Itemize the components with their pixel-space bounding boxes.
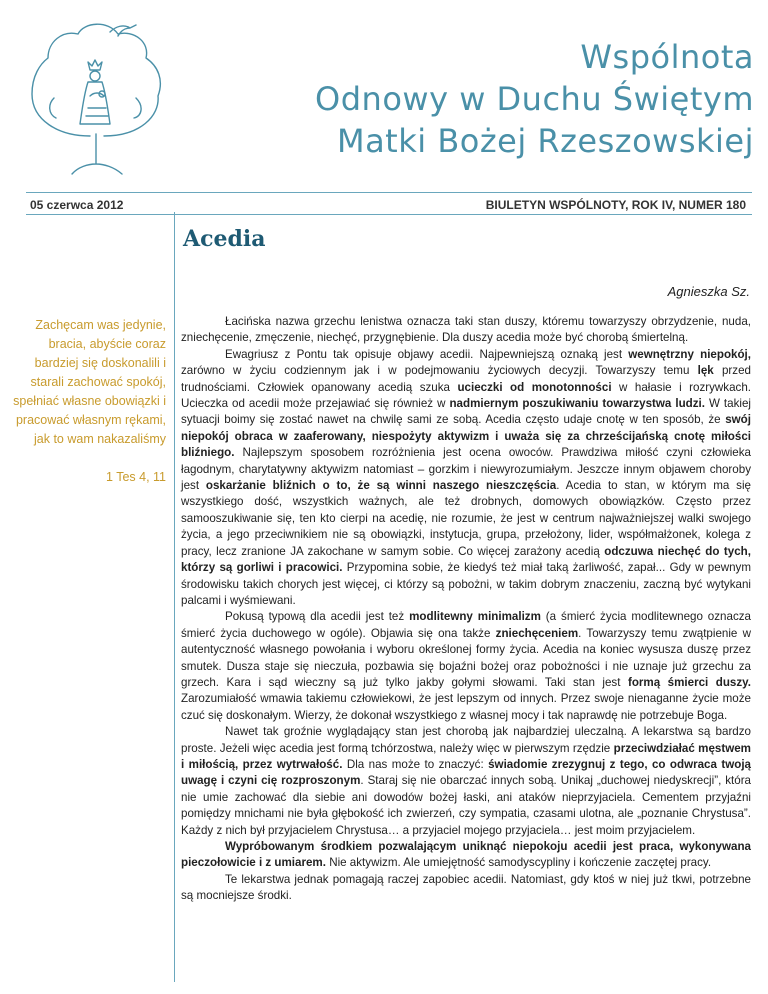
text-run: Zarozumiałość wmawia takiemu człowiekowi, że jest lepszym od innych. Przez swoje nienaganne życie może czuć się doskonałym. Wierzy, że dokonał wszystkiego z własnej mocy i tak naprawdę nie potrzebuje Boga. [181,692,751,722]
bold-phrase: modlitewny minimalizm [409,610,541,624]
quote-reference: 1 Tes 4, 11 [106,470,166,484]
text-run: . Acedia to stan, w którym ma się wszystkiego dość, wszystkich ważnych, ale też drobnych, domowych obowiązków. Często przez samooszukiwanie się, ten kto cierpi na acedię, nie rozumie, że jest w centrum najważniejszej walki swojego życia, a jego przeciwnikiem nie są obowiązki, instytucja, grupa, przełożony, lider, współmałżonek, kolega z pracy, lecz zranione JA zakochane w samym sobie. Co więcej zarażony acedią [181,479,751,558]
bold-phrase: świadomie zrezygnuj z tego, co odwraca twoją uwagę i czyni cię rozproszonym [181,757,751,788]
text-run: W takiej sytuacji boimy się zostać nawet na chwilę sami ze sobą. Acedia często udaje cnotę w ten sposób, że [181,397,751,427]
bold-phrase: ucieczki od monotonności [457,380,612,394]
text-run: zarówno w życiu codziennym jak i w podejmowaniu życiowych decyzji. Towarzyszy temu [181,364,698,378]
masthead-line-3: Matki Bożej Rzeszowskiej [336,122,754,160]
text-run: . Towarzyszy temu zwątpienie w autentyczność własnego powołania i wyboru określonej formy życia. Acedia na koniec wysusza duszę przez smutek. Dusza staje się nieczuła, pozbawia się bojaźni bożej oraz pobożności i nie uznaje już grzechu za grzech. Kara i sąd wieczny są już tylko jakby gołymi słowami. Taki stan jest [181,626,751,689]
article-paragraph [181,609,751,724]
sidebar-quote [8,316,166,487]
header-bottom-rule [26,214,752,215]
tree-madonna-logo-icon [18,14,174,184]
bold-phrase: lęk [697,364,714,378]
article-paragraph [181,347,751,610]
article-paragraph [181,872,751,905]
text-run: przed trudnościami. Człowiek opanowany acedią szuka [181,364,751,394]
text-run: Najlepszym sposobem rozróżnienia jest ocena owoców. Prawdziwa miłość czyni człowieka łagodnym, charytatywny aktywizm natomiast – gorzkim i niewyrozumiałym. Jeszcze innym objawem choroby jest [181,446,751,493]
bold-phrase: zniechęceniem [495,626,579,640]
text-run: Te lekarstwa jednak pomagają raczej zapobiec acedii. Natomiast, gdy ktoś w niej już tkwi, potrzebne są mocniejsze środki. [181,872,751,903]
article-body [181,314,751,905]
article-paragraph [181,839,751,872]
text-run: Dla nas może to znaczyć: [342,757,489,771]
bold-phrase: wewnętrzny niepokój, [628,347,751,361]
text-run: Pokusą typową dla acedii jest też [225,610,410,624]
masthead-line-2: Odnowy w Duchu Świętym [315,80,754,118]
text-run: Nawet tak groźnie wyglądający stan jest chorobą jak najbardziej uleczalną. A lekarstwa są bardzo proste. Jeżeli więc acedia jest formą tchórzostwa, należy więc w pierwszym rzędzie [181,725,751,755]
issue-number: BIULETYN WSPÓLNOTY, ROK IV, NUMER 180 [485,198,746,212]
masthead [180,36,754,162]
text-run: Przypomina sobie, że kiedyś też miał taką żarliwość, zapał... Gdy w pewnym środowisku takich chorych jest więcej, ci którzy są pobożni, w takim dobrym znaczeniu, zaczną być wytykani palcami i wyśmiewani. [181,561,751,607]
issue-date: 05 czerwca 2012 [30,198,124,212]
column-divider [174,212,175,982]
text-run: . Staraj się nie obarczać innych sobą. Unikaj „duchowej niedyskrecji”, która nie umie zachować dla siebie ani dowodów bożej łaski, ani ataków nieprzyjaciela. Cementem przyjaźni pomiędzy mnichami nie była głębokość ich zwierzeń, czy sympatia, czasami ulotna, ale „poznanie Chrystusa”. Każdy z nich był przyjacielem Chrystusa… a przyjaciel mojego przyjaciela… jest moim przyjacielem. [181,774,751,837]
text-run: Nie aktywizm. Ale umiejętność samodyscypliny i kończenie zaczętej pracy. [325,856,712,870]
header-top-rule [26,192,752,193]
text-run: w hałasie i rozrywkach. Ucieczka od acedii może przejawiać się również w [181,380,751,411]
bold-phrase: swój niepokój obraca w zaaferowany, niespożyty aktywizm i uważa się za chrześcijańską cnotę miłości bliźniego. [181,413,751,460]
bold-phrase: odczuwa niechęć do tych, którzy są gorliwi i pracowici. [181,544,751,575]
quote-text: Zachęcam was jedynie, bracia, abyście coraz bardziej się doskonalili i starali zachować spokój, spełniać własne obowiązki i pracować własnym rękami, jak to wam nakazaliśmy [13,318,166,446]
text-run: Ewagriusz z Pontu tak opisuje objawy acedii. Najpewniejszą oznaką jest [225,347,629,361]
article-author: Agnieszka Sz. [667,284,750,299]
bold-phrase: formą śmierci duszy. [627,675,751,689]
article-paragraph [181,724,751,839]
text-run: Łacińska nazwa grzechu lenistwa oznacza taki stan duszy, któremu towarzyszy obrzydzenie, nuda, zniechęcenie, zmęczenie, niechęć, przygnębienie. Dla duszy acedia może być chorobą śmiertelną. [181,315,751,345]
article-paragraph [181,314,751,347]
masthead-line-1: Wspólnota [580,38,754,76]
bold-phrase: nadmiernym poszukiwaniu towarzystwa ludzi. [449,397,705,411]
text-run: (a śmierć życia modlitewnego oznacza śmierć życia duchowego w ogóle). Objawia się ona także [181,610,751,640]
community-logo [18,14,174,184]
bold-phrase: Wypróbowanym środkiem pozwalającym uniknąć niepokoju acedii jest praca, wykonywana pieczołowicie i z umiarem. [181,840,751,870]
article-title: Acedia [183,226,266,252]
bold-phrase: przeciwdziałać męstwem i miłością, przez wytrwałość. [181,741,751,771]
bold-phrase: oskarżanie bliźnich o to, że są winni naszego nieszczęścia [205,479,557,493]
